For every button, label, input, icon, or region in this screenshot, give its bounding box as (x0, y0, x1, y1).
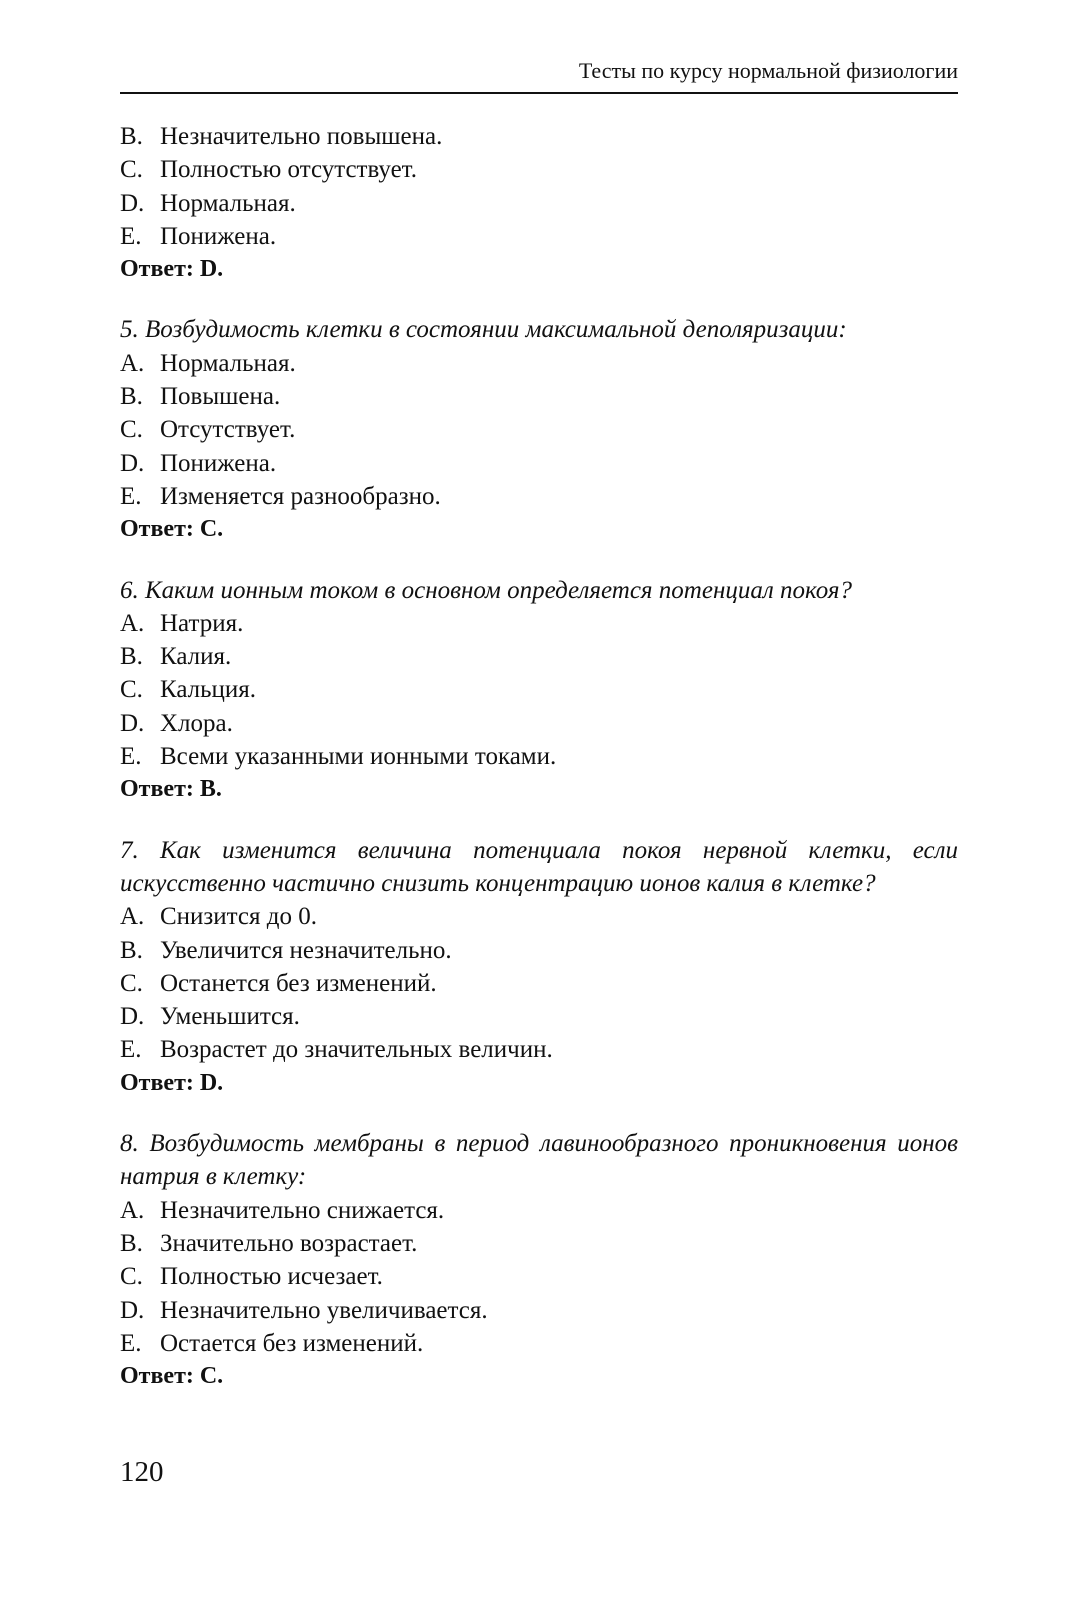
option (120, 1000, 958, 1033)
option-letter: A. (120, 349, 145, 377)
answer-line: Ответ: В. (120, 776, 222, 803)
option (120, 347, 958, 380)
question-title: 6. Каким ионным током в основном определяется потенциал покоя? (120, 576, 853, 604)
option (120, 607, 958, 640)
option (120, 707, 958, 740)
question-title: 5. Возбудимость клетки в состоянии максимальной деполяризации: (120, 316, 847, 344)
option-letter: E. (120, 1329, 142, 1357)
option-letter: D. (120, 189, 145, 217)
option (120, 380, 958, 413)
option-letter: C. (120, 969, 143, 997)
option-text: Незначительно повышена. (160, 123, 443, 150)
option-text: Отсутствует. (160, 416, 296, 444)
option-text: Изменяется разнообразно. (160, 482, 441, 510)
option (120, 640, 958, 673)
answer-line: Ответ: D. (120, 256, 224, 283)
page-content (120, 120, 958, 1420)
option-text: Нормальная. (160, 189, 296, 217)
option (120, 120, 958, 153)
question-7 (120, 834, 958, 1100)
option-letter: A. (120, 609, 145, 637)
option-text: Полностью отсутствует. (160, 156, 417, 184)
running-header: Тесты по курсу нормальной физиологии (578, 58, 958, 83)
option (120, 740, 958, 773)
answer-line: Ответ: D. (120, 1069, 224, 1096)
header-rule (120, 92, 958, 94)
option-text: Останется без изменений. (160, 969, 437, 997)
question-8 (120, 1127, 958, 1393)
option (120, 1033, 958, 1066)
option (120, 1194, 958, 1227)
option-text: Незначительно увеличивается. (160, 1296, 488, 1324)
option-letter: E. (120, 222, 142, 250)
option-text: Значительно возрастает. (160, 1229, 418, 1257)
option-text: Нормальная. (160, 349, 296, 377)
option-text: Остается без изменений. (160, 1329, 424, 1357)
option-letter: B. (120, 123, 143, 150)
option (120, 447, 958, 480)
option-letter: D. (120, 449, 145, 477)
question-6 (120, 574, 958, 807)
question-title: 8. Возбудимость мембраны в период лавинообразного проникновения ионов натрия в клетку: (120, 1130, 958, 1191)
option-text: Повышена. (160, 383, 281, 411)
option (120, 480, 958, 513)
option-text: Возрастет до значительных величин. (160, 1036, 553, 1064)
option-text: Снизится до 0. (160, 903, 317, 931)
question-4-continuation (120, 120, 958, 286)
option-letter: C. (120, 676, 143, 704)
option-letter: B. (120, 643, 143, 671)
option-letter: D. (120, 709, 145, 737)
option-letter: E. (120, 482, 142, 510)
option-text: Натрия. (160, 609, 244, 637)
option (120, 413, 958, 446)
option-letter: D. (120, 1296, 145, 1324)
option-letter: D. (120, 1003, 145, 1031)
option-text: Калия. (160, 643, 232, 671)
option-text: Кальция. (160, 676, 257, 704)
option-letter: E. (120, 743, 142, 771)
option (120, 1327, 958, 1360)
option (120, 187, 958, 220)
option (120, 220, 958, 253)
option-text: Хлора. (160, 709, 233, 737)
option (120, 934, 958, 967)
answer-line: Ответ: С. (120, 516, 224, 543)
option (120, 1294, 958, 1327)
option (120, 153, 958, 186)
option-text: Понижена. (160, 222, 277, 250)
option (120, 673, 958, 706)
option-letter: C. (120, 156, 143, 184)
option (120, 1260, 958, 1293)
option-letter: B. (120, 936, 143, 964)
option-text: Незначительно снижается. (160, 1196, 445, 1224)
option (120, 967, 958, 1000)
option-letter: B. (120, 1229, 143, 1257)
option-text: Увеличится незначительно. (160, 936, 452, 964)
question-title: 7. Как изменится величина потенциала покоя нервной клетки, если искусственно частично снизить концентрацию ионов калия в клетке? (120, 836, 958, 897)
option-letter: E. (120, 1036, 142, 1064)
option (120, 900, 958, 933)
question-5 (120, 313, 958, 546)
option-letter: B. (120, 383, 143, 411)
option-letter: C. (120, 1263, 143, 1291)
option-letter: A. (120, 1196, 145, 1224)
option-text: Уменьшится. (160, 1003, 300, 1031)
page-number: 120 (120, 1456, 164, 1488)
option-letter: C. (120, 416, 143, 444)
option (120, 1227, 958, 1260)
option-letter: A. (120, 903, 145, 931)
option-text: Понижена. (160, 449, 277, 477)
option-text: Полностью исчезает. (160, 1263, 383, 1291)
answer-line: Ответ: С. (120, 1363, 224, 1390)
option-text: Всеми указанными ионными токами. (160, 743, 557, 771)
